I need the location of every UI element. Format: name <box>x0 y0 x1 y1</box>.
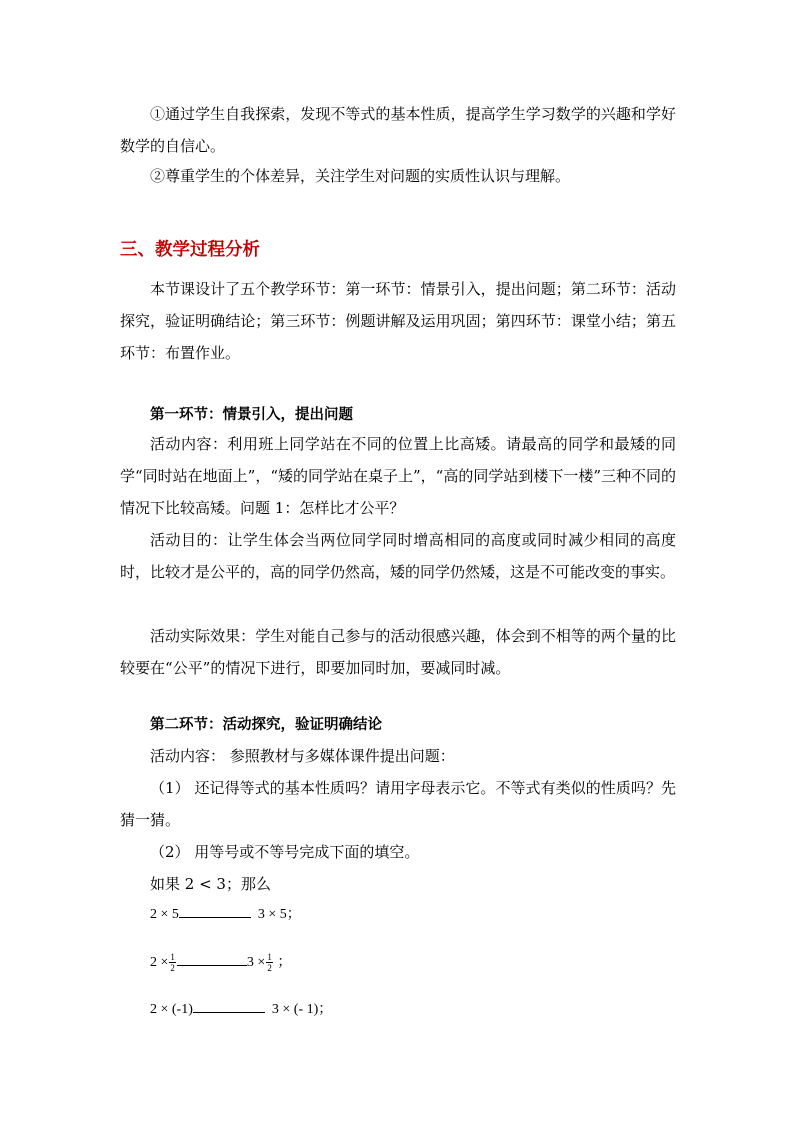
expr2-right: 3 × <box>246 955 266 970</box>
expression-row-2 <box>150 951 291 973</box>
stage1-purpose: 活动目的：让学生体会当两位同学同时增高相同的高度或同时减少相同的高度时，比较才是公平的，高的同学仍然高，矮的同学仍然矮，这是不可能改变的事实。 <box>120 531 676 581</box>
condition-line: 如果 2 < 3；那么 <box>150 875 271 893</box>
stage2-title: 第二环节：活动探究，验证明确结论 <box>150 717 382 733</box>
objective-1: ①通过学生自我探索，发现不等式的基本性质，提高学生学习数学的兴趣和学好数学的自信心。 <box>120 105 676 155</box>
fraction-half-left: $\frac{1}{2}$ <box>170 952 175 974</box>
section-title: 三、教学过程分析 <box>120 240 260 260</box>
stage2-content: 活动内容： 参照教材与多媒体课件提出问题： <box>150 747 455 765</box>
expr3-left: 2 × (-1) <box>150 1002 193 1017</box>
fill-blank-1[interactable] <box>179 903 251 918</box>
objective-2: ②尊重学生的个体差异，关注学生对问题的实质性认识与理解。 <box>150 167 571 185</box>
expr1-right: 3 × 5； <box>257 907 301 922</box>
fill-blank-3[interactable] <box>193 998 265 1013</box>
expr1-left: 2 × 5 <box>150 907 179 922</box>
stage2-heading <box>120 708 676 741</box>
stage1-content: 活动内容：利用班上同学站在不同的位置上比高矮。请最高的同学和最矮的同学“同时站在地面上”，“矮的同学站在桌子上”，“高的同学站到楼下一楼”三种不同的情况下比较高矮。问题 1：怎样比才公平？ <box>120 435 677 517</box>
expr2-end: ； <box>277 955 292 970</box>
fill-blank-2[interactable] <box>177 951 247 966</box>
stage1-title: 第一环节：情景引入，提出问题 <box>150 407 353 423</box>
expr2-left: 2 × <box>150 955 169 970</box>
question-1: （1） 还记得等式的基本性质吗？请用字母表示它。不等式有类似的性质吗？先猜一猜。 <box>120 779 676 829</box>
section-intro: 本节课设计了五个教学环节：第一环节：情景引入，提出问题；第二环节：活动探究，验证明确结论；第三环节：例题讲解及运用巩固；第四环节：课堂小结；第五环节：布置作业。 <box>120 280 676 362</box>
expression-row-1 <box>150 903 301 925</box>
fraction-half-right: $\frac{1}{2}$ <box>267 952 272 974</box>
question-2: （2） 用等号或不等号完成下面的填空。 <box>150 843 420 861</box>
expression-row-3 <box>150 998 332 1020</box>
stage1-heading <box>120 398 676 431</box>
stage1-effect: 活动实际效果：学生对能自己参与的活动很感兴趣，体会到不相等的两个量的比较要在“公平”的情况下进行，即要加同时加，要减同时减。 <box>120 627 676 677</box>
expr3-right: 3 × (- 1)； <box>271 1002 333 1017</box>
